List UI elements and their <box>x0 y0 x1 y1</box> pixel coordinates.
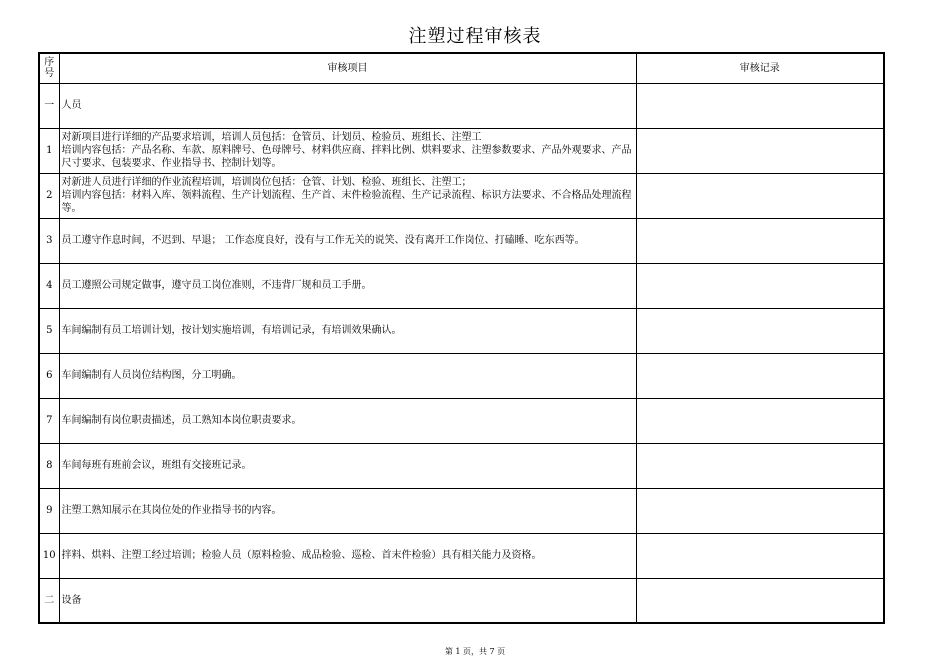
page-title: 注塑过程审核表 <box>408 26 542 47</box>
row-no: 9 <box>39 488 59 533</box>
row-record-cell[interactable] <box>636 128 884 173</box>
row-no: 7 <box>39 398 59 443</box>
table-row <box>39 173 884 218</box>
row-item: 人员 <box>59 83 636 128</box>
row-record-cell[interactable] <box>636 308 884 353</box>
table-header-row <box>39 53 884 83</box>
table-row <box>39 218 884 263</box>
row-record-cell[interactable] <box>636 83 884 128</box>
row-item: 车间编制有员工培训计划，按计划实施培训，有培训记录，有培训效果确认。 <box>59 308 636 353</box>
table-row <box>39 443 884 488</box>
header-no: 序号 <box>39 53 59 83</box>
row-record-cell[interactable] <box>636 353 884 398</box>
table-row <box>39 533 884 578</box>
row-item: 车间编制有岗位职责描述，员工熟知本岗位职责要求。 <box>59 398 636 443</box>
table-row <box>39 488 884 533</box>
row-no: 2 <box>39 173 59 218</box>
row-item: 对新项目进行详细的产品要求培训，培训人员包括：仓管员、计划员、检验员、班组长、注塑工 培训内容包括：产品名称、车款、原料牌号、色母牌号、材料供应商、拌料比例、烘料要求、注塑参数要求、产品外观要求、产品尺寸要求、包装要求、作业指导书、控制计划等。 <box>59 128 636 173</box>
row-record-cell[interactable] <box>636 218 884 263</box>
page-footer: 第 1 页，共 7 页 <box>444 647 506 656</box>
header-record: 审核记录 <box>636 53 884 83</box>
row-no: 10 <box>39 533 59 578</box>
row-no: 一 <box>39 83 59 128</box>
row-record-cell[interactable] <box>636 443 884 488</box>
row-record-cell[interactable] <box>636 398 884 443</box>
table-row <box>39 263 884 308</box>
table-row <box>39 398 884 443</box>
row-record-cell[interactable] <box>636 173 884 218</box>
row-no: 1 <box>39 128 59 173</box>
table-row <box>39 308 884 353</box>
row-item: 车间编制有人员岗位结构图，分工明确。 <box>59 353 636 398</box>
row-no: 5 <box>39 308 59 353</box>
table-row <box>39 353 884 398</box>
row-item: 员工遵照公司规定做事，遵守员工岗位准则，不违背厂规和员工手册。 <box>59 263 636 308</box>
row-no: 6 <box>39 353 59 398</box>
row-record-cell[interactable] <box>636 263 884 308</box>
row-item: 拌料、烘料、注塑工经过培训；检验人员（原料检验、成品检验、巡检、首末件检验）具有相关能力及资格。 <box>59 533 636 578</box>
row-no: 8 <box>39 443 59 488</box>
row-item: 车间每班有班前会议，班组有交接班记录。 <box>59 443 636 488</box>
row-item: 对新进人员进行详细的作业流程培训，培训岗位包括：仓管、计划、检验、班组长、注塑工； 培训内容包括：材料入库、领料流程、生产计划流程、生产首、末件检验流程、生产记录流程、标识方法要求、不合格品处理流程等。 <box>59 173 636 218</box>
header-item: 审核项目 <box>59 53 636 83</box>
row-item: 注塑工熟知展示在其岗位处的作业指导书的内容。 <box>59 488 636 533</box>
audit-table <box>38 52 885 624</box>
table-row <box>39 128 884 173</box>
row-no: 4 <box>39 263 59 308</box>
row-record-cell[interactable] <box>636 578 884 623</box>
row-record-cell[interactable] <box>636 488 884 533</box>
row-no: 3 <box>39 218 59 263</box>
row-record-cell[interactable] <box>636 533 884 578</box>
row-no: 二 <box>39 578 59 623</box>
table-row <box>39 578 884 623</box>
row-item: 员工遵守作息时间，不迟到、早退； 工作态度良好，没有与工作无关的说笑、没有离开工作岗位、打磕睡、吃东西等。 <box>59 218 636 263</box>
table-row <box>39 83 884 128</box>
row-item: 设备 <box>59 578 636 623</box>
